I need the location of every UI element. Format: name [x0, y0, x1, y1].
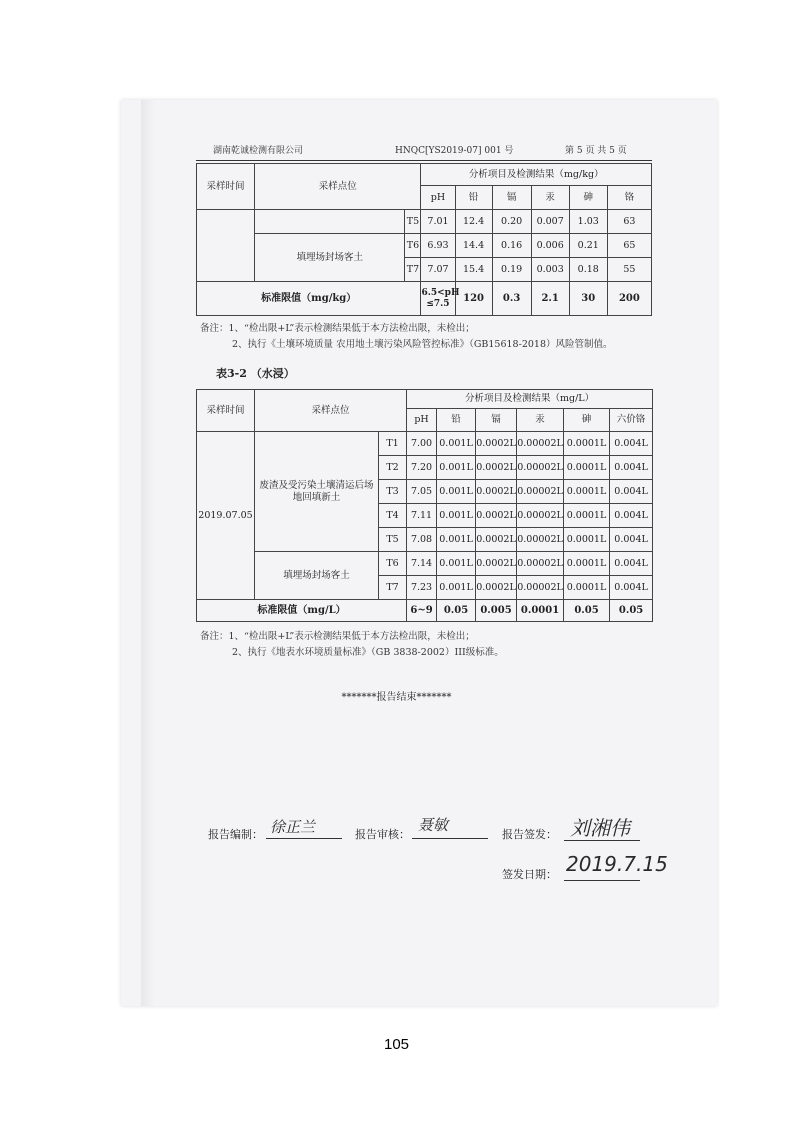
value-cell: 0.0001L — [564, 576, 610, 600]
col-header: 铅 — [455, 186, 492, 210]
value-cell: 0.0001L — [564, 552, 610, 576]
col-header: 砷 — [564, 409, 610, 432]
value-cell: 0.001L — [437, 432, 476, 456]
sampling-date: 2019.07.05 — [197, 432, 255, 600]
sample-code: T1 — [379, 432, 407, 456]
value-cell: 0.0002L — [476, 480, 517, 504]
value-cell: 65 — [607, 234, 651, 258]
value-cell: 0.001L — [437, 456, 476, 480]
leach-results-table — [196, 389, 653, 622]
value-cell: 14.4 — [455, 234, 492, 258]
col-header: 铅 — [437, 409, 476, 432]
col-header: 镉 — [476, 409, 517, 432]
header-sampling-point: 采样点位 — [255, 390, 407, 432]
value-cell: 0.0001L — [564, 456, 610, 480]
sampling-point-name: 填埋场封场客土 — [255, 552, 379, 600]
value-cell: 0.003 — [531, 258, 569, 282]
value-cell: 7.20 — [407, 456, 437, 480]
limit-ph: 6.5<pH ≤7.5 — [421, 282, 455, 316]
sample-code: T7 — [405, 258, 421, 282]
sample-code: T6 — [405, 234, 421, 258]
value-cell: 0.00002L — [517, 456, 564, 480]
value-cell: 55 — [607, 258, 651, 282]
value-cell: 0.0002L — [476, 432, 517, 456]
limit-value: 120 — [455, 282, 492, 316]
value-cell: 0.19 — [492, 258, 531, 282]
value-cell: 7.23 — [407, 576, 437, 600]
sampling-point-name: 废渣及受污染土壤清运后场地回填新土 — [255, 432, 379, 552]
value-cell: 7.07 — [421, 258, 455, 282]
value-cell: 63 — [607, 210, 651, 234]
value-cell: 0.0001L — [564, 480, 610, 504]
company-name: 湖南乾诚检测有限公司 — [213, 146, 304, 156]
limit-label: 标准限值（mg/L） — [197, 600, 407, 622]
value-cell: 0.16 — [492, 234, 531, 258]
value-cell: 0.006 — [531, 234, 569, 258]
value-cell: 0.0002L — [476, 528, 517, 552]
limit-value: 2.1 — [531, 282, 569, 316]
value-cell: 0.00002L — [517, 528, 564, 552]
value-cell: 0.001L — [437, 552, 476, 576]
limit-value: 200 — [607, 282, 651, 316]
value-cell: 15.4 — [455, 258, 492, 282]
col-header: 汞 — [517, 409, 564, 432]
limit-value: 0.05 — [610, 600, 653, 622]
value-cell: 0.0001L — [564, 504, 610, 528]
col-header: pH — [407, 409, 437, 432]
date-line — [564, 880, 640, 881]
compile-signature-line — [266, 838, 342, 839]
value-cell: 12.4 — [455, 210, 492, 234]
sample-code: T7 — [379, 576, 407, 600]
sample-code: T3 — [379, 480, 407, 504]
value-cell: 7.08 — [407, 528, 437, 552]
sign-signature: 刘湘伟 — [570, 816, 630, 840]
value-cell: 0.004L — [610, 456, 653, 480]
value-cell: 0.004L — [610, 576, 653, 600]
value-cell: 0.004L — [610, 552, 653, 576]
sampling-time-cell — [197, 210, 255, 282]
value-cell: 7.01 — [421, 210, 455, 234]
value-cell: 0.00002L — [517, 552, 564, 576]
limit-value: 6~9 — [407, 600, 437, 622]
col-header: 砷 — [569, 186, 607, 210]
limit-value: 0.0001 — [517, 600, 564, 622]
table1-note-2: 2、执行《土壤环境质量 农用地土壤污染风险管控标准》（GB15618-2018）风险管制值。 — [232, 339, 613, 350]
value-cell: 7.14 — [407, 552, 437, 576]
col-header: pH — [421, 186, 455, 210]
compile-label: 报告编制： — [208, 828, 263, 841]
limit-label: 标准限值（mg/kg） — [197, 282, 421, 316]
value-cell: 0.00002L — [517, 480, 564, 504]
date-label: 签发日期： — [502, 868, 557, 881]
sample-code: T6 — [379, 552, 407, 576]
value-cell: 0.18 — [569, 258, 607, 282]
col-header: 铬 — [607, 186, 651, 210]
review-signature: 聂敏 — [418, 816, 449, 834]
value-cell: 0.20 — [492, 210, 531, 234]
page-number: 105 — [383, 1036, 410, 1053]
review-signature-line — [412, 838, 488, 839]
value-cell: 0.001L — [437, 504, 476, 528]
value-cell: 0.0002L — [476, 456, 517, 480]
compile-signature: 徐正兰 — [270, 818, 316, 836]
value-cell: 6.93 — [421, 234, 455, 258]
value-cell: 0.004L — [610, 432, 653, 456]
value-cell: 7.11 — [407, 504, 437, 528]
col-header: 六价铬 — [610, 409, 653, 432]
value-cell: 0.004L — [610, 504, 653, 528]
value-cell: 0.00002L — [517, 432, 564, 456]
date-handwritten: 2019.7.15 — [566, 852, 668, 876]
report-end-marker: *******报告结束******* — [341, 692, 452, 703]
limit-value: 0.3 — [492, 282, 531, 316]
value-cell: 0.0002L — [476, 576, 517, 600]
table2-title: 表3-2 （水浸） — [216, 367, 295, 380]
header-sampling-time: 采样时间 — [197, 390, 255, 432]
sample-code: T2 — [379, 456, 407, 480]
value-cell: 0.004L — [610, 528, 653, 552]
value-cell: 0.004L — [610, 480, 653, 504]
sampling-point-name: 填埋场封场客土 — [255, 234, 405, 282]
value-cell: 0.001L — [437, 576, 476, 600]
sample-code: T4 — [379, 504, 407, 528]
sample-code: T5 — [379, 528, 407, 552]
limit-value: 30 — [569, 282, 607, 316]
header-analysis-group: 分析项目及检测结果（mg/L） — [407, 390, 653, 409]
header-sampling-point: 采样点位 — [255, 164, 421, 210]
table1-note-1: 备注：1、“检出限+L”表示检测结果低于本方法检出限，未检出； — [200, 323, 475, 334]
limit-value: 0.005 — [476, 600, 517, 622]
value-cell: 0.0002L — [476, 504, 517, 528]
value-cell: 1.03 — [569, 210, 607, 234]
col-header: 镉 — [492, 186, 531, 210]
value-cell: 0.007 — [531, 210, 569, 234]
header-rule — [196, 160, 652, 161]
value-cell: 7.00 — [407, 432, 437, 456]
report-number: HNQC[YS2019-07] 001 号 — [395, 146, 514, 156]
soil-results-table — [196, 163, 652, 316]
header-analysis-group: 分析项目及检测结果（mg/kg） — [421, 164, 652, 186]
value-cell: 0.00002L — [517, 576, 564, 600]
limit-value: 0.05 — [437, 600, 476, 622]
value-cell: 0.21 — [569, 234, 607, 258]
value-cell: 0.0002L — [476, 552, 517, 576]
sign-signature-line — [564, 840, 640, 841]
table2-note-1: 备注：1、“检出限+L”表示检测结果低于本方法检出限，未检出； — [200, 631, 475, 642]
sample-code: T5 — [405, 210, 421, 234]
header-sampling-time: 采样时间 — [197, 164, 255, 210]
table2-note-2: 2、执行《地表水环境质量标准》（GB 3838-2002）III级标准。 — [232, 647, 504, 658]
value-cell: 0.001L — [437, 528, 476, 552]
sign-label: 报告签发： — [502, 828, 557, 841]
col-header: 汞 — [531, 186, 569, 210]
sampling-point-cell — [255, 210, 405, 234]
value-cell: 0.0001L — [564, 528, 610, 552]
value-cell: 0.001L — [437, 480, 476, 504]
review-label: 报告审核： — [355, 828, 410, 841]
value-cell: 0.00002L — [517, 504, 564, 528]
value-cell: 7.05 — [407, 480, 437, 504]
limit-value: 0.05 — [564, 600, 610, 622]
page-indicator: 第 5 页 共 5 页 — [565, 146, 627, 156]
value-cell: 0.0001L — [564, 432, 610, 456]
